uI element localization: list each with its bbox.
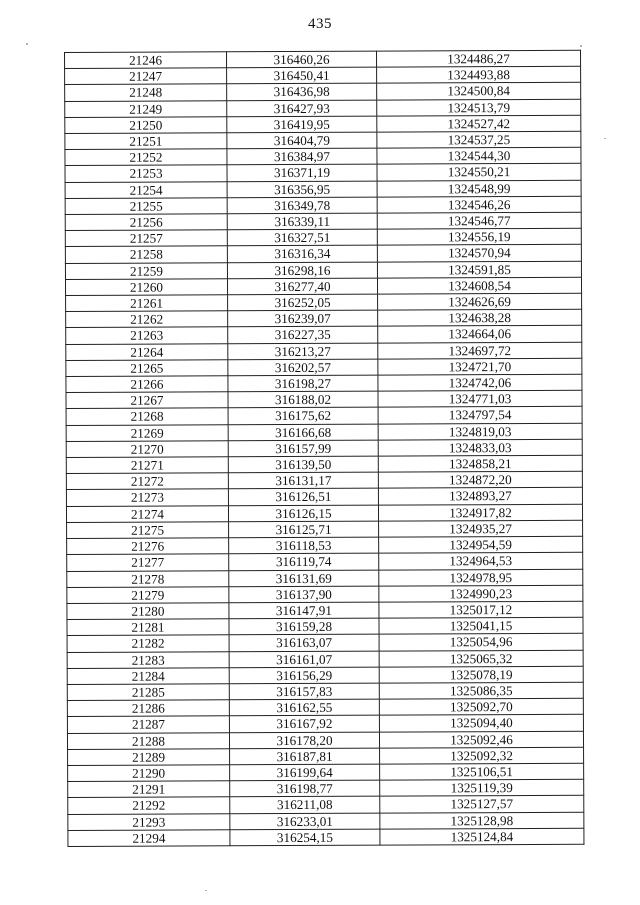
y-coordinate-cell: 1325086,35 [379, 682, 583, 699]
table-row [66, 455, 582, 473]
point-number-cell: 21289 [68, 749, 230, 766]
point-number-cell: 21272 [66, 473, 228, 490]
point-number-cell: 21262 [66, 311, 228, 328]
point-number-cell: 21274 [66, 505, 228, 522]
x-coordinate-cell: 316298,16 [227, 262, 377, 279]
x-coordinate-cell: 316161,07 [229, 651, 379, 668]
table-row [66, 358, 582, 376]
x-coordinate-cell: 316131,69 [229, 570, 379, 587]
point-number-cell: 21267 [66, 392, 228, 409]
point-number-cell: 21246 [65, 52, 227, 69]
y-coordinate-cell: 1324626,69 [378, 293, 582, 310]
x-coordinate-cell: 316198,27 [228, 375, 378, 392]
x-coordinate-cell: 316159,28 [229, 618, 379, 635]
x-coordinate-cell: 316227,35 [228, 327, 378, 344]
y-coordinate-cell: 1325092,70 [379, 698, 583, 715]
point-number-cell: 21260 [65, 279, 227, 296]
x-coordinate-cell: 316211,08 [230, 796, 380, 813]
y-coordinate-cell: 1324546,26 [377, 196, 581, 213]
x-coordinate-cell: 316147,91 [229, 602, 379, 619]
point-number-cell: 21275 [67, 522, 229, 539]
scan-speck [580, 45, 582, 47]
table-row [66, 326, 582, 344]
table-row [65, 83, 581, 101]
y-coordinate-cell: 1324527,42 [377, 115, 581, 132]
table-row [66, 488, 582, 506]
table-row [67, 715, 583, 733]
table-row [68, 747, 584, 765]
point-number-cell: 21278 [67, 570, 229, 587]
y-coordinate-cell: 1325127,57 [380, 796, 584, 813]
point-number-cell: 21279 [67, 586, 229, 603]
point-number-cell: 21270 [66, 441, 228, 458]
point-number-cell: 21256 [65, 214, 227, 231]
table-row [68, 828, 584, 846]
y-coordinate-cell: 1324537,25 [377, 131, 581, 148]
table-row [65, 212, 581, 230]
table-row [67, 536, 583, 554]
table-row [66, 504, 582, 522]
table-row [67, 731, 583, 749]
table-row [68, 779, 584, 797]
y-coordinate-cell: 1324550,21 [377, 164, 581, 181]
x-coordinate-cell: 316436,98 [227, 84, 377, 101]
table-row [66, 472, 582, 490]
coordinates-table [64, 50, 584, 847]
table-row [65, 131, 581, 149]
x-coordinate-cell: 316167,92 [229, 715, 379, 732]
point-number-cell: 21290 [68, 765, 230, 782]
scan-speck [205, 890, 207, 891]
y-coordinate-cell: 1324742,06 [378, 374, 582, 391]
y-coordinate-cell: 1324697,72 [378, 342, 582, 359]
y-coordinate-cell: 1324872,20 [378, 472, 582, 489]
point-number-cell: 21268 [66, 408, 228, 425]
table-row [68, 763, 584, 781]
y-coordinate-cell: 1324664,06 [378, 326, 582, 343]
x-coordinate-cell: 316157,83 [229, 683, 379, 700]
y-coordinate-cell: 1324638,28 [378, 309, 582, 326]
point-number-cell: 21261 [66, 295, 228, 312]
table-row [65, 99, 581, 117]
x-coordinate-cell: 316233,01 [230, 813, 380, 830]
point-number-cell: 21266 [66, 376, 228, 393]
y-coordinate-cell: 1325094,40 [379, 715, 583, 732]
table-row [65, 50, 581, 68]
point-number-cell: 21292 [68, 797, 230, 814]
point-number-cell: 21265 [66, 360, 228, 377]
point-number-cell: 21287 [67, 716, 229, 733]
point-number-cell: 21252 [65, 149, 227, 166]
y-coordinate-cell: 1324964,53 [379, 553, 583, 570]
table-row [66, 374, 582, 392]
table-row [65, 277, 581, 295]
point-number-cell: 21259 [65, 262, 227, 279]
y-coordinate-cell: 1324548,99 [377, 180, 581, 197]
table-row [65, 245, 581, 263]
point-number-cell: 21250 [65, 117, 227, 134]
x-coordinate-cell: 316371,19 [227, 165, 377, 182]
y-coordinate-cell: 1325065,32 [379, 650, 583, 667]
y-coordinate-cell: 1325092,46 [379, 731, 583, 748]
point-number-cell: 21281 [67, 619, 229, 636]
y-coordinate-cell: 1324893,27 [378, 488, 582, 505]
scan-speck [26, 43, 28, 45]
x-coordinate-cell: 316157,99 [228, 440, 378, 457]
x-coordinate-cell: 316419,95 [227, 116, 377, 133]
table-row [65, 196, 581, 214]
table-row [66, 423, 582, 441]
point-number-cell: 21282 [67, 635, 229, 652]
x-coordinate-cell: 316460,26 [227, 51, 377, 68]
table-row [67, 601, 583, 619]
table-row [67, 666, 583, 684]
table-row [65, 164, 581, 182]
y-coordinate-cell: 1324546,77 [377, 212, 581, 229]
x-coordinate-cell: 316199,64 [230, 764, 380, 781]
x-coordinate-cell: 316254,15 [230, 829, 380, 846]
y-coordinate-cell: 1324556,19 [377, 228, 581, 245]
point-number-cell: 21248 [65, 84, 227, 101]
x-coordinate-cell: 316404,79 [227, 132, 377, 149]
y-coordinate-cell: 1324513,79 [377, 99, 581, 116]
point-number-cell: 21251 [65, 133, 227, 150]
table-row [67, 634, 583, 652]
y-coordinate-cell: 1324721,70 [378, 358, 582, 375]
x-coordinate-cell: 316175,62 [228, 408, 378, 425]
x-coordinate-cell: 316277,40 [227, 278, 377, 295]
point-number-cell: 21271 [66, 457, 228, 474]
table-row [68, 796, 584, 814]
table-row [65, 180, 581, 198]
point-number-cell: 21254 [65, 181, 227, 198]
y-coordinate-cell: 1324819,03 [378, 423, 582, 440]
table-row [68, 812, 584, 830]
y-coordinate-cell: 1325124,84 [380, 828, 584, 845]
table-row [67, 520, 583, 538]
x-coordinate-cell: 316119,74 [229, 553, 379, 570]
y-coordinate-cell: 1324570,94 [377, 245, 581, 262]
y-coordinate-cell: 1324493,88 [377, 66, 581, 83]
table-row [66, 293, 582, 311]
table-row [67, 585, 583, 603]
point-number-cell: 21249 [65, 100, 227, 117]
y-coordinate-cell: 1325041,15 [379, 617, 583, 634]
y-coordinate-cell: 1324858,21 [378, 455, 582, 472]
point-number-cell: 21293 [68, 813, 230, 830]
x-coordinate-cell: 316166,68 [228, 424, 378, 441]
x-coordinate-cell: 316131,17 [228, 472, 378, 489]
table-row [67, 617, 583, 635]
point-number-cell: 21258 [65, 246, 227, 263]
table-row [66, 342, 582, 360]
y-coordinate-cell: 1324935,27 [379, 520, 583, 537]
point-number-cell: 21255 [65, 198, 227, 215]
y-coordinate-cell: 1324544,30 [377, 147, 581, 164]
x-coordinate-cell: 316162,55 [229, 699, 379, 716]
table-row [67, 553, 583, 571]
scan-speck [604, 138, 606, 139]
y-coordinate-cell: 1324833,03 [378, 439, 582, 456]
table-row [67, 682, 583, 700]
x-coordinate-cell: 316339,11 [227, 213, 377, 230]
y-coordinate-cell: 1324954,59 [379, 536, 583, 553]
table-row [66, 439, 582, 457]
x-coordinate-cell: 316187,81 [230, 748, 380, 765]
point-number-cell: 21264 [66, 343, 228, 360]
x-coordinate-cell: 316316,34 [227, 246, 377, 263]
table-row [66, 309, 582, 327]
point-number-cell: 21273 [66, 489, 228, 506]
point-number-cell: 21247 [65, 68, 227, 85]
x-coordinate-cell: 316126,51 [228, 489, 378, 506]
point-number-cell: 21257 [65, 230, 227, 247]
x-coordinate-cell: 316356,95 [227, 181, 377, 198]
x-coordinate-cell: 316125,71 [229, 521, 379, 538]
x-coordinate-cell: 316450,41 [227, 67, 377, 84]
table-row [65, 261, 581, 279]
point-number-cell: 21283 [67, 651, 229, 668]
y-coordinate-cell: 1324591,85 [377, 261, 581, 278]
x-coordinate-cell: 316163,07 [229, 634, 379, 651]
table-row [66, 391, 582, 409]
y-coordinate-cell: 1324500,84 [377, 83, 581, 100]
y-coordinate-cell: 1324978,95 [379, 569, 583, 586]
y-coordinate-cell: 1324797,54 [378, 407, 582, 424]
y-coordinate-cell: 1324917,82 [378, 504, 582, 521]
y-coordinate-cell: 1324486,27 [376, 50, 580, 67]
x-coordinate-cell: 316213,27 [228, 343, 378, 360]
coordinates-table-body [65, 50, 584, 846]
y-coordinate-cell: 1324990,23 [379, 585, 583, 602]
x-coordinate-cell: 316188,02 [228, 391, 378, 408]
point-number-cell: 21288 [67, 732, 229, 749]
y-coordinate-cell: 1325078,19 [379, 666, 583, 683]
y-coordinate-cell: 1324608,54 [377, 277, 581, 294]
point-number-cell: 21277 [67, 554, 229, 571]
point-number-cell: 21284 [67, 668, 229, 685]
y-coordinate-cell: 1325106,51 [380, 763, 584, 780]
point-number-cell: 21286 [67, 700, 229, 717]
table-row [65, 147, 581, 165]
point-number-cell: 21280 [67, 603, 229, 620]
point-number-cell: 21291 [68, 781, 230, 798]
table-row [67, 698, 583, 716]
y-coordinate-cell: 1325017,12 [379, 601, 583, 618]
y-coordinate-cell: 1325128,98 [380, 812, 584, 829]
x-coordinate-cell: 316349,78 [227, 197, 377, 214]
x-coordinate-cell: 316137,90 [229, 586, 379, 603]
point-number-cell: 21269 [66, 424, 228, 441]
x-coordinate-cell: 316327,51 [227, 229, 377, 246]
x-coordinate-cell: 316252,05 [228, 294, 378, 311]
x-coordinate-cell: 316178,20 [229, 732, 379, 749]
point-number-cell: 21294 [68, 830, 230, 847]
point-number-cell: 21263 [66, 327, 228, 344]
point-number-cell: 21253 [65, 165, 227, 182]
y-coordinate-cell: 1325119,39 [380, 779, 584, 796]
x-coordinate-cell: 316239,07 [228, 310, 378, 327]
table-row [65, 228, 581, 246]
table-row [66, 407, 582, 425]
x-coordinate-cell: 316384,97 [227, 148, 377, 165]
y-coordinate-cell: 1325092,32 [380, 747, 584, 764]
x-coordinate-cell: 316139,50 [228, 456, 378, 473]
table-row [65, 115, 581, 133]
page-number: 435 [308, 16, 332, 32]
x-coordinate-cell: 316126,15 [228, 505, 378, 522]
point-number-cell: 21276 [67, 538, 229, 555]
x-coordinate-cell: 316427,93 [227, 100, 377, 117]
y-coordinate-cell: 1325054,96 [379, 634, 583, 651]
table-row [67, 650, 583, 668]
x-coordinate-cell: 316198,77 [230, 780, 380, 797]
y-coordinate-cell: 1324771,03 [378, 391, 582, 408]
x-coordinate-cell: 316156,29 [229, 667, 379, 684]
table-row [65, 66, 581, 84]
point-number-cell: 21285 [67, 684, 229, 701]
table-row [67, 569, 583, 587]
x-coordinate-cell: 316202,57 [228, 359, 378, 376]
x-coordinate-cell: 316118,53 [229, 537, 379, 554]
